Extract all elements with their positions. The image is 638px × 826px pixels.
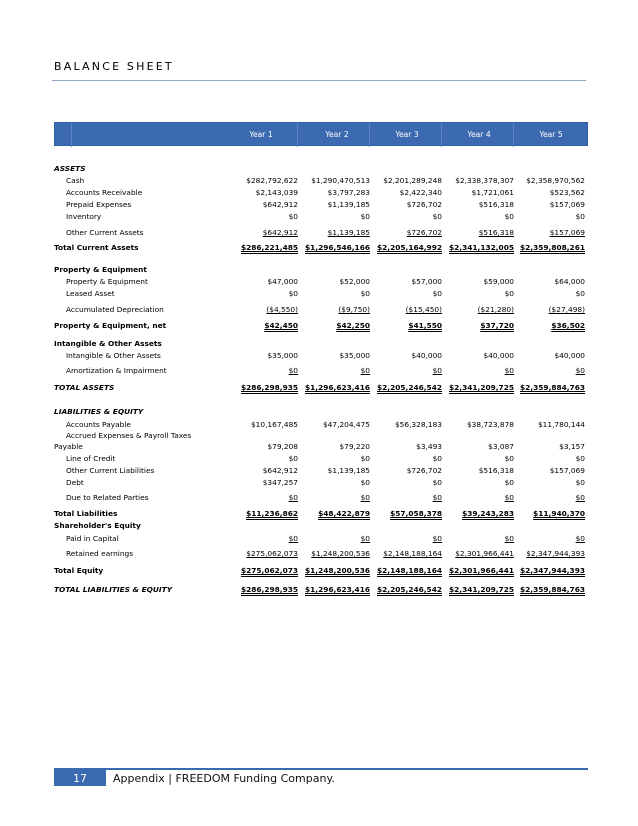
year-2-value: $52,000	[339, 277, 370, 286]
year-1-value: $286,298,935	[240, 585, 298, 594]
year-3-value: $2,422,340	[399, 188, 442, 197]
year-4-value: $0	[504, 366, 514, 375]
footer-rule	[54, 768, 588, 770]
header-divider	[513, 123, 514, 147]
row-label: Other Current Liabilities	[66, 466, 155, 475]
year-5-value: $0	[575, 289, 585, 298]
footer-text: Appendix | FREEDOM Funding Company.	[113, 772, 335, 785]
year-3-value: $56,328,183	[394, 420, 442, 429]
row-label: Payable	[54, 442, 83, 451]
year-4-value: $40,000	[483, 351, 514, 360]
year-1-value: $642,912	[262, 466, 298, 475]
year-2-value: $1,139,185	[327, 200, 370, 209]
year-4-value: ($21,280)	[477, 305, 514, 314]
table-row	[54, 320, 588, 331]
year-1-value: $275,062,073	[240, 566, 298, 575]
year-3-value: $0	[432, 289, 442, 298]
year-2-value: $3,797,283	[327, 188, 370, 197]
year-1-value: $282,792,622	[246, 176, 298, 185]
table-row	[54, 276, 588, 287]
year-1-value: $79,208	[267, 442, 298, 451]
year-3-value: $2,201,289,248	[383, 176, 442, 185]
year-5-value: $64,000	[554, 277, 585, 286]
row-label: Intangible & Other Assets	[66, 351, 161, 360]
year-3-value: $726,702	[406, 228, 442, 237]
row-label: Due to Related Parties	[66, 493, 149, 502]
row-label: Total Equity	[54, 566, 104, 575]
row-label: Other Current Assets	[66, 228, 144, 237]
table-row	[54, 565, 588, 576]
year-3-header: Year 3	[395, 130, 419, 139]
row-label: Accounts Receivable	[66, 188, 143, 197]
year-5-value: $157,069	[549, 466, 585, 475]
year-4-value: $0	[504, 212, 514, 221]
year-5-value: $11,940,370	[533, 509, 585, 518]
row-label: Accrued Expenses & Payroll Taxes	[66, 431, 192, 440]
year-1-value: ($4,550)	[266, 305, 298, 314]
year-4-value: $516,318	[478, 200, 514, 209]
row-label: LIABILITIES & EQUITY	[54, 407, 144, 416]
year-1-value: $0	[288, 366, 298, 375]
year-5-value: ($27,498)	[548, 305, 585, 314]
page-title: BALANCE SHEET	[54, 60, 174, 73]
year-2-value: $0	[360, 366, 370, 375]
table-row	[54, 227, 588, 238]
year-4-value: $59,000	[483, 277, 514, 286]
row-label: Leased Asset	[66, 289, 115, 298]
year-5-header: Year 5	[539, 130, 563, 139]
year-5-value: $3,157	[559, 442, 585, 451]
row-label: Property & Equipment	[66, 277, 148, 286]
year-4-value: $516,318	[478, 228, 514, 237]
year-2-value: $48,422,879	[318, 509, 370, 518]
header-divider	[441, 123, 442, 147]
year-1-value: $0	[288, 454, 298, 463]
table-row	[54, 382, 588, 393]
table-header	[54, 122, 588, 146]
year-3-value: $2,205,246,542	[377, 585, 442, 594]
year-2-value: $42,250	[336, 321, 370, 330]
year-1-value: $642,912	[262, 200, 298, 209]
year-5-value: $0	[575, 478, 585, 487]
year-2-value: $1,296,546,166	[305, 243, 370, 252]
row-label: Accumulated Depreciation	[66, 305, 164, 314]
row-label: Cash	[66, 176, 85, 185]
title-rule	[52, 80, 586, 81]
year-2-value: $0	[360, 478, 370, 487]
year-4-value: $2,338,378,307	[455, 176, 514, 185]
year-4-value: $2,341,209,725	[449, 383, 514, 392]
table-row	[54, 163, 588, 174]
table-row	[54, 477, 588, 488]
row-label: Shareholder's Equity	[54, 521, 141, 530]
row-label: Line of Credit	[66, 454, 116, 463]
year-2-value: $0	[360, 534, 370, 543]
year-2-value: $47,204,475	[322, 420, 370, 429]
table-row	[54, 441, 588, 452]
year-3-value: $57,000	[411, 277, 442, 286]
year-5-value: $2,359,808,261	[520, 243, 585, 252]
table-row	[54, 264, 588, 275]
year-3-value: $726,702	[406, 466, 442, 475]
year-4-header: Year 4	[467, 130, 491, 139]
year-4-value: $1,721,061	[471, 188, 514, 197]
year-1-header: Year 1	[249, 130, 273, 139]
year-3-value: $0	[432, 212, 442, 221]
table-row	[54, 175, 588, 186]
table-row	[54, 508, 588, 519]
year-2-value: $1,248,200,536	[311, 549, 370, 558]
row-label: Total Current Assets	[54, 243, 139, 252]
row-label: TOTAL LIABILITIES & EQUITY	[54, 585, 173, 594]
year-1-value: $0	[288, 289, 298, 298]
row-label: Amortization & Impairment	[66, 366, 167, 375]
table-row	[54, 187, 588, 198]
table-row	[54, 453, 588, 464]
row-label: Property & Equipment, net	[54, 321, 167, 330]
table-row	[54, 520, 588, 531]
year-2-header: Year 2	[325, 130, 349, 139]
row-label: Total Liabilities	[54, 509, 118, 518]
year-2-value: $1,290,470,513	[311, 176, 370, 185]
year-3-value: $2,205,164,992	[377, 243, 442, 252]
year-3-value: $2,148,188,164	[383, 549, 442, 558]
row-label: Property & Equipment	[54, 265, 147, 274]
year-1-value: $2,143,039	[255, 188, 298, 197]
year-4-value: $0	[504, 454, 514, 463]
year-1-value: $47,000	[267, 277, 298, 286]
year-1-value: $642,912	[262, 228, 298, 237]
year-3-value: $2,148,188,164	[377, 566, 442, 575]
table-row	[54, 430, 588, 441]
table-row	[54, 304, 588, 315]
year-1-value: $42,450	[264, 321, 298, 330]
table-row	[54, 492, 588, 503]
year-5-value: $0	[575, 454, 585, 463]
row-label: Intangible & Other Assets	[54, 339, 162, 348]
year-1-value: $347,257	[262, 478, 298, 487]
year-4-value: $38,723,878	[466, 420, 514, 429]
row-label: ASSETS	[54, 164, 86, 173]
year-4-value: $37,720	[480, 321, 514, 330]
table-row	[54, 350, 588, 361]
header-divider	[369, 123, 370, 147]
year-1-value: $35,000	[267, 351, 298, 360]
year-2-value: $1,139,185	[327, 466, 370, 475]
row-label: Paid in Capital	[66, 534, 119, 543]
table-row	[54, 533, 588, 544]
year-2-value: ($9,750)	[338, 305, 370, 314]
year-5-value: $2,359,884,763	[520, 383, 585, 392]
year-4-value: $0	[504, 289, 514, 298]
table-row	[54, 288, 588, 299]
row-label: Prepaid Expenses	[66, 200, 132, 209]
year-2-value: $1,248,200,536	[305, 566, 370, 575]
year-2-value: $1,296,623,416	[305, 383, 370, 392]
year-4-value: $0	[504, 493, 514, 502]
year-5-value: $2,347,944,393	[520, 566, 585, 575]
year-1-value: $0	[288, 212, 298, 221]
year-5-value: $157,069	[549, 228, 585, 237]
year-4-value: $3,087	[488, 442, 514, 451]
year-1-value: $275,062,073	[246, 549, 298, 558]
year-3-value: $0	[432, 493, 442, 502]
year-4-value: $516,318	[478, 466, 514, 475]
table-row	[54, 406, 588, 417]
year-2-value: $0	[360, 289, 370, 298]
year-5-value: $0	[575, 493, 585, 502]
year-3-value: $0	[432, 366, 442, 375]
year-1-value: $0	[288, 493, 298, 502]
year-5-value: $523,562	[549, 188, 585, 197]
table-row	[54, 465, 588, 476]
year-4-value: $2,301,966,441	[455, 549, 514, 558]
year-4-value: $2,341,209,725	[449, 585, 514, 594]
year-2-value: $35,000	[339, 351, 370, 360]
table-row	[54, 338, 588, 349]
year-3-value: $40,000	[411, 351, 442, 360]
table-row	[54, 548, 588, 559]
year-1-value: $286,298,935	[240, 383, 298, 392]
year-5-value: $2,358,970,562	[526, 176, 585, 185]
table-row	[54, 365, 588, 376]
year-5-value: $0	[575, 366, 585, 375]
year-3-value: $2,205,246,542	[377, 383, 442, 392]
year-3-value: $726,702	[406, 200, 442, 209]
year-2-value: $0	[360, 454, 370, 463]
header-stub	[55, 123, 72, 147]
row-label: Accounts Payable	[66, 420, 131, 429]
year-5-value: $40,000	[554, 351, 585, 360]
table-row	[54, 242, 588, 253]
year-4-value: $2,301,966,441	[449, 566, 514, 575]
year-4-value: $39,243,283	[462, 509, 514, 518]
year-3-value: $0	[432, 454, 442, 463]
year-5-value: $157,069	[549, 200, 585, 209]
year-3-value: $41,550	[408, 321, 442, 330]
year-5-value: $0	[575, 212, 585, 221]
year-1-value: $286,221,485	[240, 243, 298, 252]
table-row	[54, 584, 588, 595]
footer-page-number: 17	[73, 772, 87, 785]
year-5-value: $0	[575, 534, 585, 543]
year-1-value: $10,167,485	[250, 420, 298, 429]
year-2-value: $1,296,623,416	[305, 585, 370, 594]
year-2-value: $0	[360, 212, 370, 221]
year-5-value: $11,780,144	[537, 420, 585, 429]
year-1-value: $0	[288, 534, 298, 543]
year-5-value: $36,502	[551, 321, 585, 330]
header-divider	[297, 123, 298, 147]
row-label: TOTAL ASSETS	[54, 383, 115, 392]
row-label: Retained earnings	[66, 549, 134, 558]
year-5-value: $2,347,944,393	[526, 549, 585, 558]
year-3-value: $0	[432, 534, 442, 543]
year-2-value: $79,220	[339, 442, 370, 451]
row-label: Inventory	[66, 212, 102, 221]
year-4-value: $0	[504, 478, 514, 487]
table-row	[54, 199, 588, 210]
table-row	[54, 211, 588, 222]
table-row	[54, 419, 588, 430]
year-2-value: $0	[360, 493, 370, 502]
year-5-value: $2,359,884,763	[520, 585, 585, 594]
year-4-value: $0	[504, 534, 514, 543]
year-4-value: $2,341,132,005	[449, 243, 514, 252]
year-3-value: $57,058,378	[390, 509, 442, 518]
year-3-value: ($15,450)	[405, 305, 442, 314]
year-3-value: $0	[432, 478, 442, 487]
year-2-value: $1,139,185	[327, 228, 370, 237]
row-label: Debt	[66, 478, 84, 487]
year-3-value: $3,493	[416, 442, 442, 451]
year-1-value: $11,236,862	[246, 509, 298, 518]
